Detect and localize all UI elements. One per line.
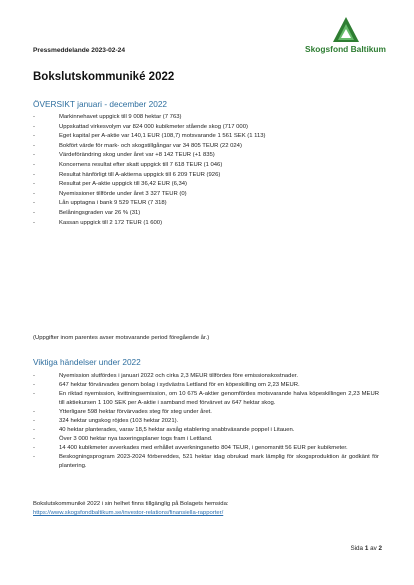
logo-wordmark: Skogsfond Baltikum [305,44,386,54]
list-item: - En riktad nyemission, kvittningsemission, om 10 675 A-aktier genomfördes motsvarande halva köpeskillingen 2,23 MEUR till aktiekursen 1 100 SEK per A-aktie i samband med förvärvet av 647 hektar skog. [33,391,379,406]
list-item: - 14 400 kubikmeter avverkades med erhållet avverkningsnetto 804 TEUR, i genomsnitt 56 EUR per kubikmeter. [33,445,348,451]
list-item: - Resultat hänförligt till A-aktierna uppgick till 6 209 TEUR (926) [33,171,221,178]
page-number: Sida 1 av 2 [350,545,382,552]
list-item: - Beskogningsprogram 2023-2024 förbereddes, 521 hektar idag obrukad mark lämplig för skogsproduktion är godkänt för plantering. [33,454,379,469]
list-item: - Ytterligare 598 hektar förvärvades steg för steg under året. [33,409,212,415]
events-heading: Viktiga händelser under 2022 [33,357,141,367]
page-title: Bokslutskommuniké 2022 [33,71,175,83]
list-item: - Bokfört värde för mark- och skogstillgångar var 34 805 TEUR (22 024) [33,142,242,149]
list-item: - Nyemissioner tillförde under året 3 327 TEUR (0) [33,190,187,197]
list-item: - Belåningsgraden var 26 % (31) [33,209,141,216]
list-item: - Värdeförändring skog under året var +8 142 TEUR (+1 835) [33,152,215,159]
tree-logo-icon [332,16,360,44]
events-list [33,372,379,471]
list-item: - Över 3 000 hektar nya taxeringsplaner togs fram i Lettland. [33,436,213,442]
company-logo [296,16,386,56]
list-item: - Resultat per A-aktie uppgick till 36,42 EUR (6,34) [33,181,188,188]
footer-note [33,500,228,518]
press-release-date: Pressmeddelande 2023-02-24 [33,47,126,54]
list-item: - 647 hektar förvärvades genom bolag i sydvästra Lettland för en köpeskilling om 2,23 MEUR. [33,382,300,388]
overview-heading: ÖVERSIKT januari - december 2022 [33,99,168,109]
overview-list [33,113,379,228]
parenthesis-note: (Uppgifter inom parentes avser motsvarande period föregående år.) [33,335,210,341]
list-item: - Kassan uppgick till 2 172 TEUR (1 600) [33,219,163,226]
list-item: - Lån upptagna i bank 9 529 TEUR (7 318) [33,200,167,207]
list-item: - Uppskattad virkesvolym var 824 000 kubikmeter stående skog (717 000) [33,123,248,130]
list-item: - 40 hektar planterades, varav 18,5 hektar avsåg etablering snabbväxande poppel i Litauen. [33,427,295,433]
reports-link[interactable]: https://www.skogsfondbaltikum.se/investor-relations/finansiella-rapporter/ [33,510,224,516]
list-item: - Eget kapital per A-aktie var 140,1 EUR (108,7) motsvarande 1 561 SEK (1 113) [33,133,266,140]
list-item: - Nyemission slutfördes i januari 2022 och cirka 2,3 MEUR tillfördes före emissionskostnader. [33,373,299,379]
footer-text: Bokslutskommuniké 2022 i sin helhet finns tillgänglig på Bolagets hemsida: [33,501,229,507]
list-item: - Markinnehavet uppgick till 9 008 hektar (7 763) [33,114,182,120]
list-item: - 324 hektar ungskog röjdes (103 hektar 2021). [33,418,179,424]
list-item: - Koncernens resultat efter skatt uppgick till 7 618 TEUR (1 046) [33,161,223,168]
